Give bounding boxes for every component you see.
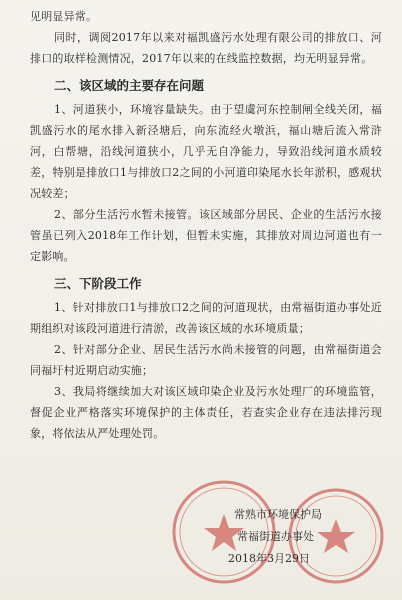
document-body <box>30 6 382 444</box>
section3-title: 三、下阶段工作 <box>54 276 142 291</box>
section3-item1: 1、针对排放口1与排放口2之间的河道现状，由常福街道办事处近期组织对该段河道进行清淤，改善该区域的水环境质量； <box>30 301 382 335</box>
section2-item1: 1、河道狭小，环境容量缺失。由于望虞河东控制闸全线关闭，福凯盛污水的尾水排入新泾塘后，向东流经火墩浜，福山塘后流入常浒河，白帮塘，沿线河道狭小，几乎无自净能力，导致沿线河道水质较差，特别是排放口1与排放口2之间的小河道印染尾水长年淤积，感观状况较差； <box>30 103 382 200</box>
signature-org1: 常熟市环境保护局 <box>234 508 322 521</box>
monitoring-paragraph: 同时，调阅2017年以来对福凯盛污水处理有限公司的排放口、河排口的取样检测情况，2017年以来的在线监控数据，均无明显异常。 <box>30 31 382 65</box>
section2-title: 二、该区域的主要存在问题 <box>54 78 205 93</box>
signature-org2: 常福街道办事处 <box>237 530 314 543</box>
section3-item3: 3、我局将继续加大对该区域印染企业及污水处理厂的环境监管，督促企业严格落实环境保护的主体责任，若查实企业存在违法排污现象，将依法从严处理处罚。 <box>30 385 382 440</box>
intro-line: 见明显异常。 <box>30 10 98 23</box>
section2-item2: 2、部分生活污水暂未接管。该区域部分居民、企业的生活污水接管虽已列入2018年工作计划，但暂未实施，其排放对周边河道也有一定影响。 <box>30 208 382 263</box>
signature-date: 2018年3月29日 <box>228 552 310 565</box>
section3-item2: 2、针对部分企业、居民生活污水尚未接管的问题，由常福街道会同福圩村近期启动实施； <box>30 343 382 377</box>
